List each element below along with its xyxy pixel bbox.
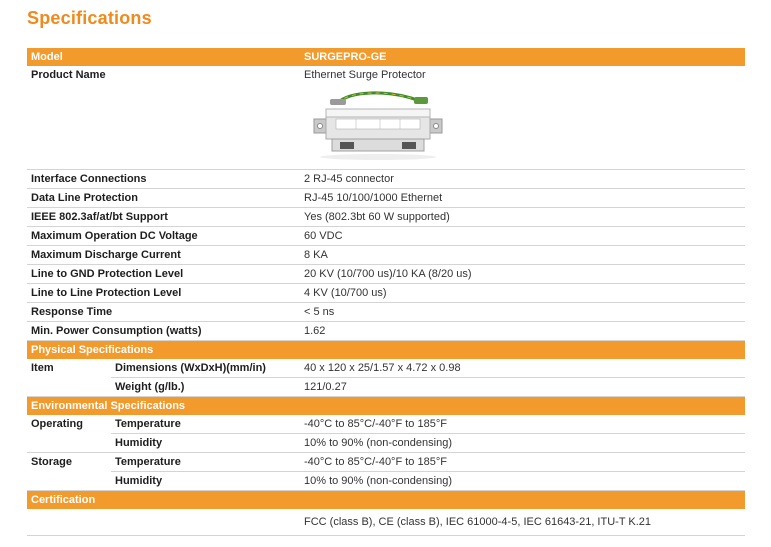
spec-row	[27, 170, 745, 189]
spec-label: Temperature	[111, 415, 298, 434]
section-title: Physical Specifications	[27, 341, 745, 359]
product-name-value: Ethernet Surge Protector	[304, 69, 426, 81]
section-title: Environmental Specifications	[27, 397, 745, 415]
spec-label: Interface Connections	[27, 170, 298, 189]
certification-row	[27, 509, 745, 536]
model-header-row	[27, 48, 745, 66]
spec-label: Maximum Discharge Current	[27, 246, 298, 265]
spec-row	[27, 415, 745, 434]
product-name-label: Product Name	[27, 66, 298, 170]
spec-value: 8 KA	[298, 246, 745, 265]
surge-protector-device-image	[308, 89, 448, 161]
spec-value: RJ-45 10/100/1000 Ethernet	[298, 189, 745, 208]
specifications-table	[27, 48, 745, 536]
spec-row	[27, 434, 745, 453]
spec-label: Line to GND Protection Level	[27, 265, 298, 284]
spec-label: Temperature	[111, 453, 298, 472]
spec-row	[27, 227, 745, 246]
spec-row	[27, 208, 745, 227]
spec-label: Humidity	[111, 472, 298, 491]
spec-row	[27, 378, 745, 397]
page-title: Specifications	[27, 8, 152, 28]
spec-row	[27, 284, 745, 303]
spec-row	[27, 303, 745, 322]
spec-row	[27, 265, 745, 284]
certification-value: FCC (class B), CE (class B), IEC 61000-4-5, IEC 61643-21, ITU-T K.21	[298, 509, 745, 536]
spec-value: 2 RJ-45 connector	[298, 170, 745, 189]
section-header-environmental	[27, 397, 745, 415]
spec-value: 60 VDC	[298, 227, 745, 246]
spec-row	[27, 453, 745, 472]
spec-row	[27, 359, 745, 378]
spec-value: 10% to 90% (non-condensing)	[298, 472, 745, 491]
group-label-item: Item	[27, 359, 111, 397]
spec-label: Weight (g/lb.)	[111, 378, 298, 397]
spec-row	[27, 472, 745, 491]
spec-label: Line to Line Protection Level	[27, 284, 298, 303]
spec-value: 10% to 90% (non-condensing)	[298, 434, 745, 453]
spec-label: Maximum Operation DC Voltage	[27, 227, 298, 246]
model-label: Model	[27, 48, 298, 66]
spec-value: Yes (802.3bt 60 W supported)	[298, 208, 745, 227]
spec-label: Humidity	[111, 434, 298, 453]
section-title: Certification	[27, 491, 745, 509]
spec-value: 40 x 120 x 25/1.57 x 4.72 x 0.98	[298, 359, 745, 378]
spec-value: 4 KV (10/700 us)	[298, 284, 745, 303]
spec-row	[27, 189, 745, 208]
spec-label: IEEE 802.3af/at/bt Support	[27, 208, 298, 227]
spec-row	[27, 322, 745, 341]
spec-row	[27, 246, 745, 265]
spec-label: Dimensions (WxDxH)(mm/in)	[111, 359, 298, 378]
section-header-certification	[27, 491, 745, 509]
section-header-physical	[27, 341, 745, 359]
spec-value: 121/0.27	[298, 378, 745, 397]
spec-value: -40°C to 85°C/-40°F to 185°F	[298, 415, 745, 434]
product-name-row	[27, 66, 745, 170]
group-label-operating: Operating	[27, 415, 111, 453]
spec-value: -40°C to 85°C/-40°F to 185°F	[298, 453, 745, 472]
spec-value: < 5 ns	[298, 303, 745, 322]
spec-value: 1.62	[298, 322, 745, 341]
spec-label: Data Line Protection	[27, 189, 298, 208]
spec-label: Min. Power Consumption (watts)	[27, 322, 298, 341]
spec-label: Response Time	[27, 303, 298, 322]
group-label-storage: Storage	[27, 453, 111, 491]
model-value: SURGEPRO-GE	[298, 48, 745, 66]
spec-value: 20 KV (10/700 us)/10 KA (8/20 us)	[298, 265, 745, 284]
